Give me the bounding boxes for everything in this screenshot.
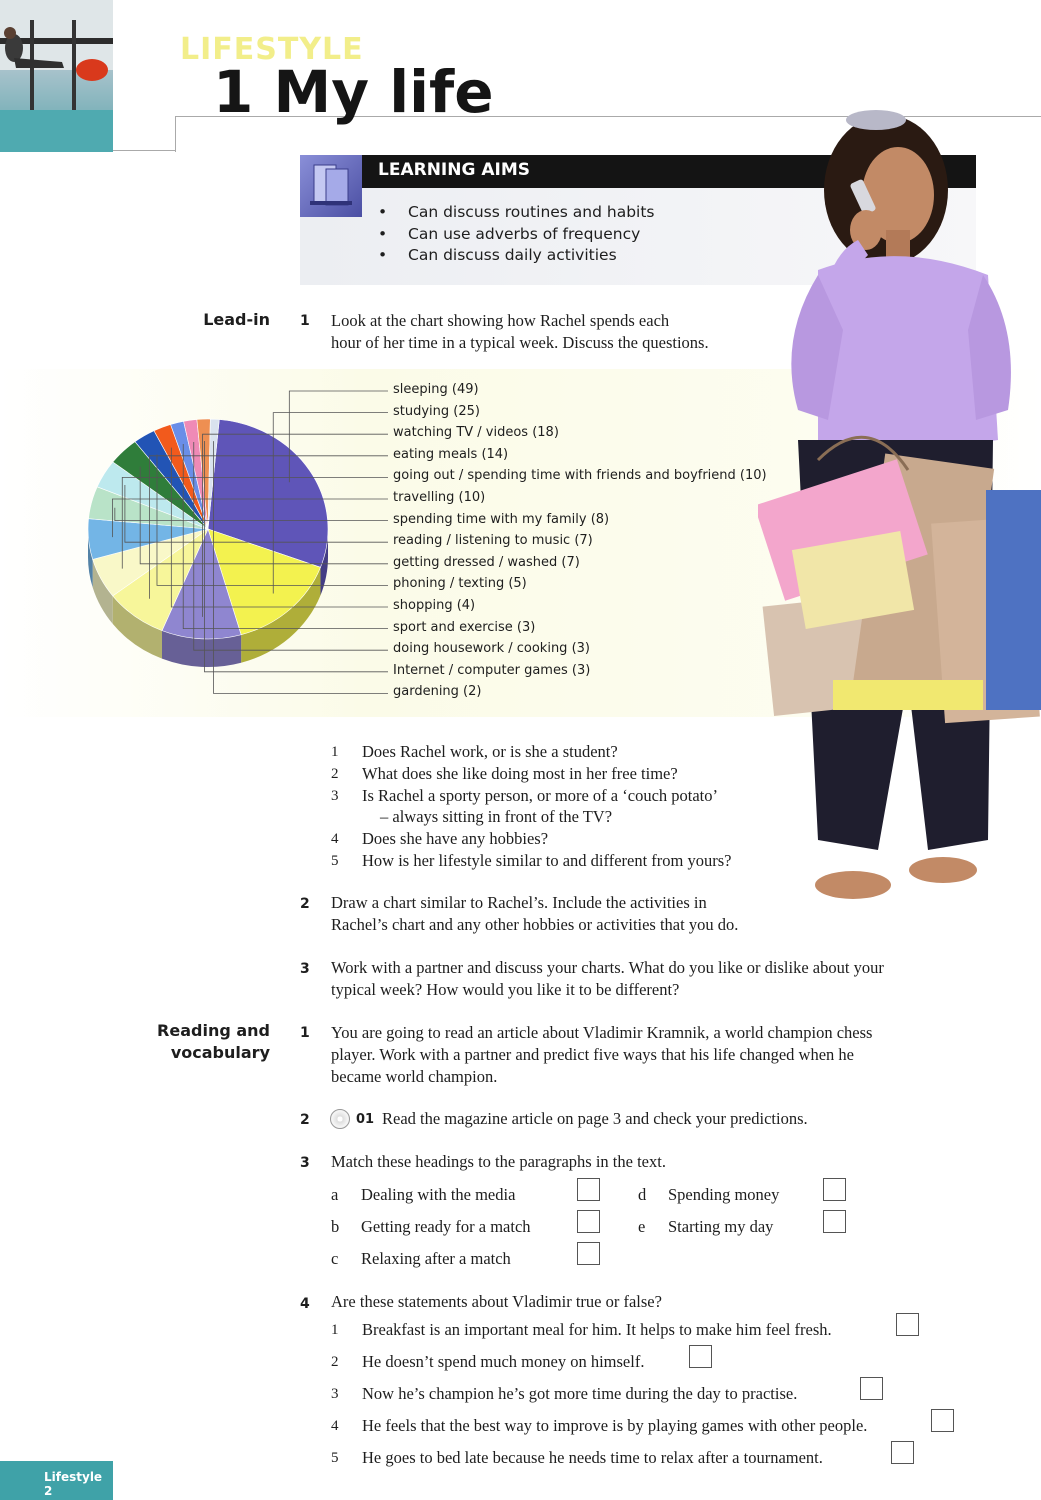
question-text: Read the magazine article on page 3 and check your predictions. xyxy=(382,1109,808,1128)
statement-text: He goes to bed late because he needs time to relax after a tournament. xyxy=(362,1448,823,1467)
section-label-lead-in: Lead-in xyxy=(203,310,270,329)
page-title: 1 My life xyxy=(213,58,494,126)
question-text: player. Work with a partner and predict five ways that his life changed when he xyxy=(331,1045,854,1064)
audio-track-number: 01 xyxy=(356,1112,375,1127)
question-text: Are these statements about Vladimir true or false? xyxy=(331,1292,662,1311)
heading-letter: b xyxy=(331,1217,340,1236)
sub-question-text: Does she have any hobbies? xyxy=(362,829,549,848)
statement-text: Breakfast is an important meal for him. It helps to make him feel fresh. xyxy=(362,1320,832,1339)
answer-box[interactable] xyxy=(823,1210,846,1233)
heading-text: Relaxing after a match xyxy=(361,1249,511,1268)
question-text: Look at the chart showing how Rachel spends each xyxy=(331,311,670,330)
question-number: 4 xyxy=(300,1296,310,1312)
true-false-box[interactable] xyxy=(689,1345,712,1368)
legend-label: phoning / texting (5) xyxy=(393,576,527,592)
legend-label: sleeping (49) xyxy=(393,382,479,397)
legend-label: gardening (2) xyxy=(393,684,482,700)
legend-label: watching TV / videos (18) xyxy=(393,425,559,441)
page-footer-label: Lifestyle 2 xyxy=(0,1461,113,1500)
true-false-box[interactable] xyxy=(896,1313,919,1336)
heading-letter: a xyxy=(331,1185,339,1204)
learning-aim-item: • Can use adverbs of frequency xyxy=(378,225,641,243)
pie-chart xyxy=(0,369,400,717)
statement-number: 2 xyxy=(331,1354,339,1370)
sub-question-text: How is her lifestyle similar to and different from yours? xyxy=(362,851,732,870)
heading-text: Spending money xyxy=(668,1185,780,1204)
sub-question-number: 1 xyxy=(331,744,339,760)
section-label: LIFESTYLE xyxy=(180,32,364,67)
legend-label: studying (25) xyxy=(393,403,480,419)
question-number: 2 xyxy=(300,896,310,912)
question-text: Draw a chart similar to Rachel’s. Include the activities in xyxy=(331,893,707,912)
answer-box[interactable] xyxy=(577,1242,600,1265)
sub-question-text: Does Rachel work, or is she a student? xyxy=(362,742,618,761)
statement-text: He doesn’t spend much money on himself. xyxy=(362,1352,645,1371)
statement-number: 1 xyxy=(331,1322,339,1338)
legend-label: travelling (10) xyxy=(393,490,486,505)
question-text: Work with a partner and discuss your charts. What do you like or dislike about your xyxy=(331,958,884,977)
heading-letter: e xyxy=(638,1217,646,1236)
true-false-box[interactable] xyxy=(860,1377,883,1400)
sub-question-number: 3 xyxy=(331,788,339,804)
heading-text: Getting ready for a match xyxy=(361,1217,531,1236)
true-false-box[interactable] xyxy=(891,1441,914,1464)
audio-cd-icon[interactable] xyxy=(330,1109,350,1129)
question-number: 2 xyxy=(300,1112,310,1128)
statement-number: 4 xyxy=(331,1418,339,1434)
question-text: became world champion. xyxy=(331,1067,498,1086)
book-icon xyxy=(300,155,362,217)
heading-letter: d xyxy=(638,1185,647,1204)
answer-box[interactable] xyxy=(577,1210,600,1233)
sub-question-text: What does she like doing most in her free time? xyxy=(362,764,678,783)
sub-question-number: 2 xyxy=(331,766,339,782)
header-rule xyxy=(113,150,175,151)
woman-shopping-photo xyxy=(758,80,1041,920)
statement-text: He feels that the best way to improve is by playing games with other people. xyxy=(362,1416,868,1435)
heading-text: Starting my day xyxy=(668,1217,774,1236)
question-number: 3 xyxy=(300,1155,310,1171)
legend-label: doing housework / cooking (3) xyxy=(393,641,590,657)
legend-label: spending time with my family (8) xyxy=(393,511,610,527)
sub-question-number: 5 xyxy=(331,853,339,869)
learning-aim-item: • Can discuss daily activities xyxy=(378,246,617,264)
question-number: 1 xyxy=(300,1025,310,1041)
statement-text: Now he’s champion he’s got more time during the day to practise. xyxy=(362,1384,798,1403)
legend-label: going out / spending time with friends and boyfriend (10) xyxy=(393,468,767,484)
header-photo xyxy=(0,0,113,152)
question-number: 3 xyxy=(300,961,310,977)
question-text: hour of her time in a typical week. Discuss the questions. xyxy=(331,333,709,352)
legend-label: eating meals (14) xyxy=(393,446,509,462)
heading-text: Dealing with the media xyxy=(361,1185,516,1204)
statement-number: 5 xyxy=(331,1450,339,1466)
learning-aim-item: • Can discuss routines and habits xyxy=(378,203,655,221)
legend-label: sport and exercise (3) xyxy=(393,619,536,635)
question-text: typical week? How would you like it to be different? xyxy=(331,980,680,999)
legend-label: reading / listening to music (7) xyxy=(393,533,593,549)
section-label-reading: Reading and xyxy=(157,1021,270,1040)
section-label-reading-line2: vocabulary xyxy=(170,1043,270,1062)
question-text: Match these headings to the paragraphs in the text. xyxy=(331,1152,666,1171)
statement-number: 3 xyxy=(331,1386,339,1402)
heading-letter: c xyxy=(331,1249,339,1268)
answer-box[interactable] xyxy=(577,1178,600,1201)
legend-label: shopping (4) xyxy=(393,598,476,613)
sub-question-text: – always sitting in front of the TV? xyxy=(380,807,613,826)
question-text: Rachel’s chart and any other hobbies or activities that you do. xyxy=(331,915,739,934)
true-false-box[interactable] xyxy=(931,1409,954,1432)
sub-question-number: 4 xyxy=(331,831,339,847)
answer-box[interactable] xyxy=(823,1178,846,1201)
question-text: You are going to read an article about Vladimir Kramnik, a world champion chess xyxy=(331,1023,873,1042)
legend-label: getting dressed / washed (7) xyxy=(393,554,580,570)
legend-label: Internet / computer games (3) xyxy=(393,662,591,678)
question-number: 1 xyxy=(300,313,310,329)
sub-question-text: Is Rachel a sporty person, or more of a ‘couch potato’ xyxy=(362,786,719,805)
learning-aims-title: LEARNING AIMS xyxy=(378,160,530,180)
